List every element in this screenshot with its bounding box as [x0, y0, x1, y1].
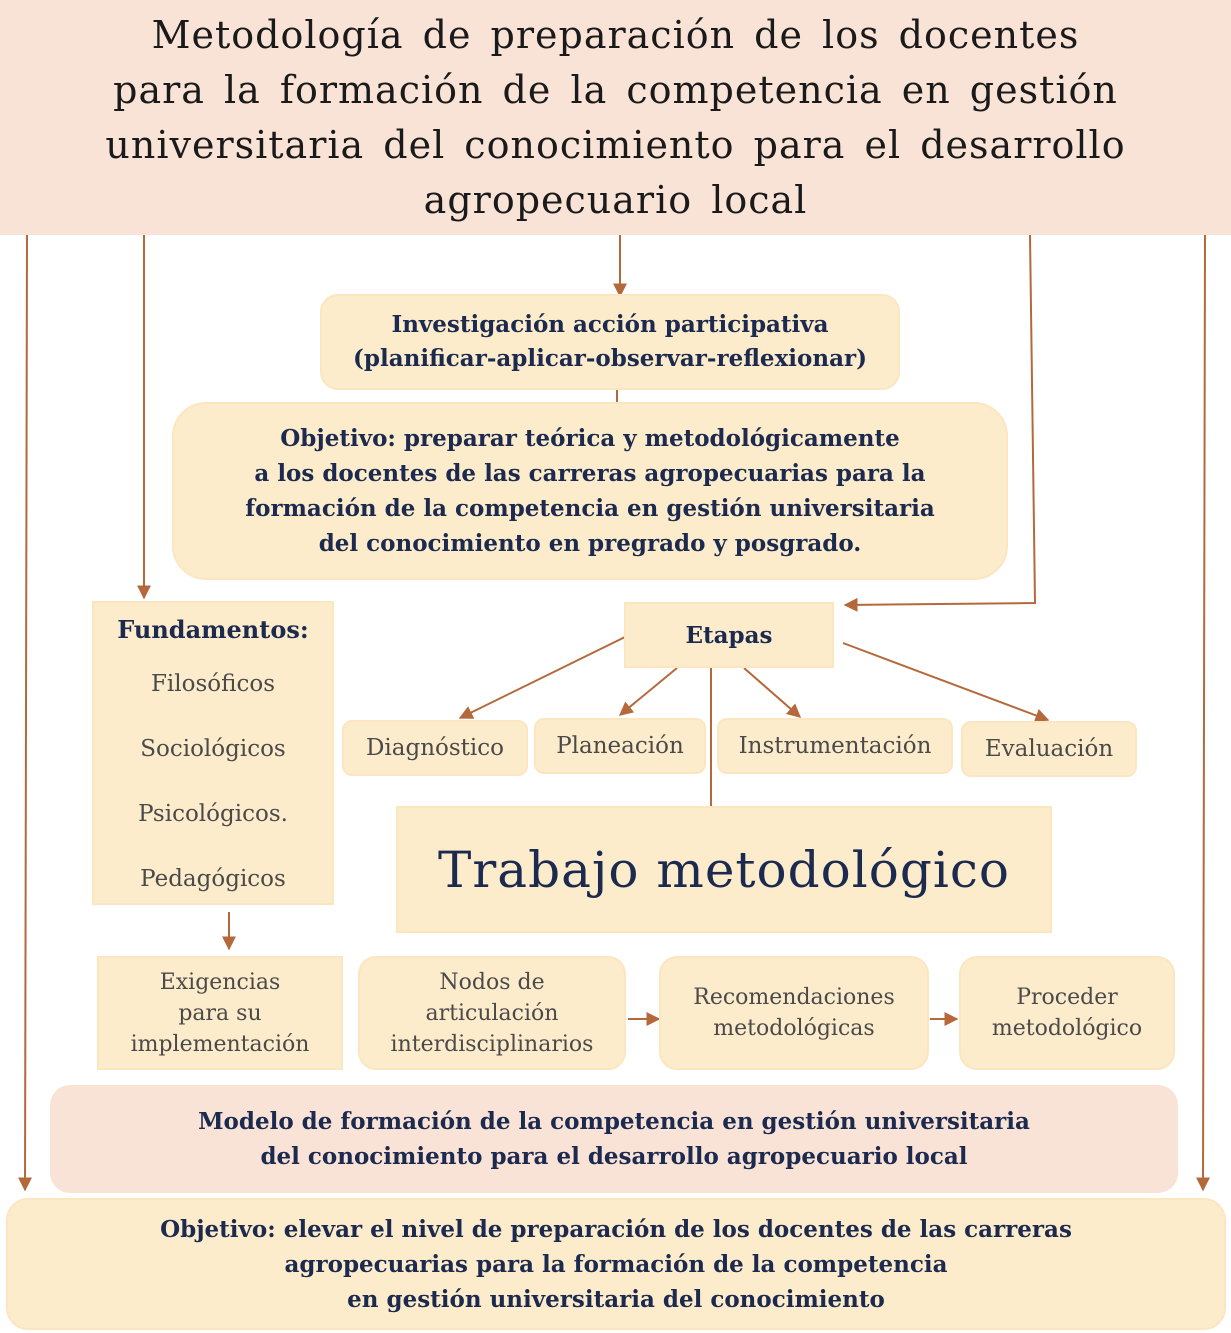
etapas-heading: Etapas	[685, 621, 773, 649]
objective-bottom-text: Objetivo: elevar el nivel de preparación de los docentes de las carreras agropecuarias para la formación de la competencia en gestión universitaria del conocimiento	[160, 1215, 1072, 1313]
stage-label: Diagnóstico	[365, 735, 505, 761]
component-label: Proceder metodológico	[991, 985, 1143, 1041]
component-recomendaciones	[659, 956, 929, 1070]
stage-label: Evaluación	[984, 736, 1114, 762]
arrow-etapas-to-diagnostico	[460, 637, 625, 718]
objective-top-box	[172, 402, 1008, 580]
fundamentos-box	[92, 601, 334, 905]
stage-instrumentacion	[717, 718, 953, 774]
arrow-etapas-to-instrumentacion	[744, 668, 800, 717]
diagram-title: Metodología de preparación de los docentes para la formación de la competencia en gestión universitaria del conocimiento para el desarrollo agropecuario local	[105, 12, 1126, 222]
fundamento-item: Sociológicos	[140, 736, 286, 762]
stage-label: Instrumentación	[738, 733, 932, 759]
research-method-box	[320, 294, 900, 390]
stage-label: Planeación	[556, 733, 684, 759]
component-label: Recomendaciones metodológicas	[693, 985, 895, 1041]
objective-bottom-box	[6, 1198, 1226, 1330]
arrow-etapas-to-evaluacion	[843, 643, 1048, 720]
stage-planeacion	[534, 718, 706, 774]
arrow-left-to-bottom-objective	[25, 235, 27, 1190]
arrow-etapas-to-planeacion	[620, 668, 677, 715]
stage-diagnostico	[342, 720, 528, 776]
objective-top-text: Objetivo: preparar teórica y metodológicamente a los docentes de las carreras agropecuarias para la formación de la competencia en gestión universitaria del conocimiento en pregrado y posgrado.	[245, 425, 935, 557]
fundamentos-heading: Fundamentos:	[117, 615, 309, 644]
trabajo-metodologico-box	[396, 806, 1052, 933]
component-proceder	[959, 956, 1175, 1070]
stage-evaluacion	[961, 721, 1137, 777]
trabajo-metodologico-title: Trabajo metodológico	[438, 840, 1010, 899]
component-exigencias	[97, 956, 343, 1070]
component-label: Nodos de articulación interdisciplinarios	[390, 969, 594, 1057]
fundamento-item: Psicológicos.	[138, 801, 288, 827]
model-text: Modelo de formación de la competencia en gestión universitaria del conocimiento para el desarrollo agropecuario local	[198, 1108, 1030, 1170]
component-nodos	[358, 956, 626, 1070]
title-banner	[0, 0, 1231, 235]
research-method-text: Investigación acción participativa (planificar-aplicar-observar-reflexionar)	[353, 311, 867, 372]
fundamento-item: Filosóficos	[150, 671, 276, 697]
arrow-right-to-bottom-objective	[1203, 235, 1205, 1190]
model-box	[50, 1085, 1178, 1193]
component-label: Exigencias para su implementación	[130, 969, 310, 1057]
fundamento-item: Pedagógicos	[140, 866, 286, 892]
etapas-box	[624, 602, 834, 668]
